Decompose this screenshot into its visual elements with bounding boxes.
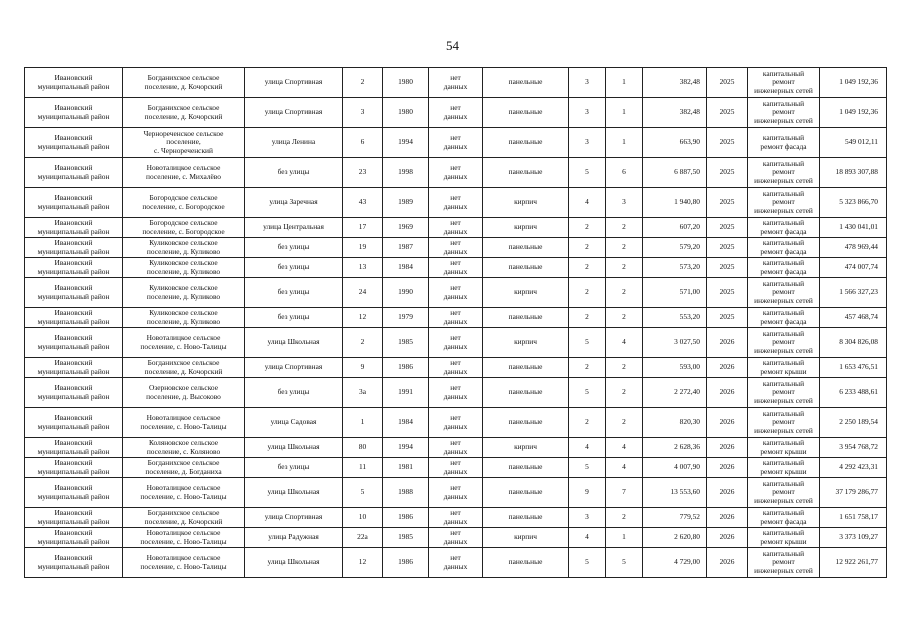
street-cell: улица Спортивная [245,68,343,98]
year-commission-cell: нет данных [429,68,483,98]
table-row [25,438,887,458]
wall-material-cell: панельные [483,378,569,408]
district-cell: Ивановский муниципальный район [25,358,123,378]
year-commission-cell: нет данных [429,458,483,478]
district-cell: Ивановский муниципальный район [25,308,123,328]
district-cell: Ивановский муниципальный район [25,328,123,358]
repair-year-cell: 2026 [707,458,748,478]
floors-cell: 3 [569,98,606,128]
work-type-cell: капитальный ремонт инженерных сетей [748,98,820,128]
district-cell: Ивановский муниципальный район [25,438,123,458]
entrances-cell: 2 [606,378,643,408]
floors-cell: 2 [569,278,606,308]
table-row [25,158,887,188]
house-number-cell: 80 [343,438,383,458]
table-row [25,218,887,238]
wall-material-cell: кирпич [483,218,569,238]
area-cell: 593,00 [643,358,707,378]
street-cell: улица Школьная [245,548,343,578]
repair-year-cell: 2026 [707,478,748,508]
district-cell: Ивановский муниципальный район [25,238,123,258]
area-cell: 4 729,00 [643,548,707,578]
entrances-cell: 2 [606,508,643,528]
house-number-cell: 19 [343,238,383,258]
area-cell: 663,90 [643,128,707,158]
wall-material-cell: кирпич [483,528,569,548]
house-number-cell: 23 [343,158,383,188]
wall-material-cell: панельные [483,128,569,158]
street-cell: без улицы [245,378,343,408]
repair-year-cell: 2025 [707,258,748,278]
repair-year-cell: 2025 [707,68,748,98]
street-cell: улица Центральная [245,218,343,238]
street-cell: улица Спортивная [245,98,343,128]
settlement-cell: Новоталицкое сельское поселение, с. Ново-Талицы [123,548,245,578]
area-cell: 2 620,80 [643,528,707,548]
cost-cell: 474 007,74 [820,258,887,278]
work-type-cell: капитальный ремонт фасада [748,218,820,238]
wall-material-cell: панельные [483,238,569,258]
work-type-cell: капитальный ремонт инженерных сетей [748,478,820,508]
work-type-cell: капитальный ремонт фасада [748,128,820,158]
floors-cell: 5 [569,158,606,188]
year-commission-cell: нет данных [429,258,483,278]
settlement-cell: Богданихское сельское поселение, д. Кочорский [123,68,245,98]
house-number-cell: 12 [343,308,383,328]
settlement-cell: Новоталицкое сельское поселение, с. Ново-Талицы [123,528,245,548]
street-cell: улица Садовая [245,408,343,438]
work-type-cell: капитальный ремонт крыши [748,458,820,478]
cost-cell: 1 653 476,51 [820,358,887,378]
cost-cell: 37 179 286,77 [820,478,887,508]
repair-year-cell: 2026 [707,548,748,578]
area-cell: 571,00 [643,278,707,308]
year-commission-cell: нет данных [429,218,483,238]
street-cell: без улицы [245,238,343,258]
area-cell: 573,20 [643,258,707,278]
district-cell: Ивановский муниципальный район [25,188,123,218]
wall-material-cell: панельные [483,508,569,528]
table-row [25,328,887,358]
table-row [25,128,887,158]
entrances-cell: 4 [606,438,643,458]
housing-repair-table [24,67,887,578]
district-cell: Ивановский муниципальный район [25,508,123,528]
year-commission-cell: нет данных [429,278,483,308]
cost-cell: 4 292 423,31 [820,458,887,478]
work-type-cell: капитальный ремонт инженерных сетей [748,408,820,438]
district-cell: Ивановский муниципальный район [25,218,123,238]
district-cell: Ивановский муниципальный район [25,128,123,158]
floors-cell: 5 [569,328,606,358]
entrances-cell: 2 [606,408,643,438]
floors-cell: 2 [569,258,606,278]
district-cell: Ивановский муниципальный район [25,378,123,408]
street-cell: без улицы [245,258,343,278]
settlement-cell: Богданихское сельское поселение, д. Кочорский [123,358,245,378]
cost-cell: 457 468,74 [820,308,887,328]
repair-year-cell: 2026 [707,408,748,438]
entrances-cell: 2 [606,308,643,328]
floors-cell: 2 [569,358,606,378]
street-cell: улица Спортивная [245,508,343,528]
cost-cell: 18 893 307,88 [820,158,887,188]
district-cell: Ивановский муниципальный район [25,528,123,548]
year-built-cell: 1991 [383,378,429,408]
table-row [25,548,887,578]
table-row [25,378,887,408]
entrances-cell: 1 [606,528,643,548]
year-commission-cell: нет данных [429,358,483,378]
wall-material-cell: панельные [483,458,569,478]
street-cell: без улицы [245,278,343,308]
settlement-cell: Куликовское сельское поселение, д. Куликово [123,278,245,308]
house-number-cell: 3 [343,98,383,128]
wall-material-cell: панельные [483,408,569,438]
year-built-cell: 1987 [383,238,429,258]
entrances-cell: 2 [606,278,643,308]
wall-material-cell: кирпич [483,328,569,358]
settlement-cell: Богородское сельское поселение, с. Богородское [123,188,245,218]
house-number-cell: 2 [343,328,383,358]
area-cell: 4 007,90 [643,458,707,478]
street-cell: улица Ленина [245,128,343,158]
entrances-cell: 6 [606,158,643,188]
settlement-cell: Куликовское сельское поселение, д. Куликово [123,238,245,258]
area-cell: 779,52 [643,508,707,528]
cost-cell: 2 250 189,54 [820,408,887,438]
entrances-cell: 2 [606,218,643,238]
floors-cell: 4 [569,438,606,458]
area-cell: 6 887,50 [643,158,707,188]
repair-year-cell: 2025 [707,308,748,328]
repair-year-cell: 2025 [707,128,748,158]
repair-year-cell: 2026 [707,438,748,458]
table-row [25,238,887,258]
year-built-cell: 1980 [383,68,429,98]
year-built-cell: 1998 [383,158,429,188]
floors-cell: 4 [569,528,606,548]
table-row [25,478,887,508]
settlement-cell: Куликовское сельское поселение, д. Куликово [123,258,245,278]
repair-year-cell: 2025 [707,278,748,308]
year-commission-cell: нет данных [429,378,483,408]
settlement-cell: Коляновское сельское поселение, с. Коляново [123,438,245,458]
floors-cell: 3 [569,68,606,98]
cost-cell: 3 954 768,72 [820,438,887,458]
district-cell: Ивановский муниципальный район [25,408,123,438]
entrances-cell: 2 [606,358,643,378]
entrances-cell: 1 [606,128,643,158]
repair-year-cell: 2025 [707,188,748,218]
entrances-cell: 1 [606,68,643,98]
repair-year-cell: 2025 [707,238,748,258]
wall-material-cell: панельные [483,358,569,378]
table-row [25,188,887,218]
settlement-cell: Богданихское сельское поселение, д. Кочорский [123,98,245,128]
year-commission-cell: нет данных [429,528,483,548]
settlement-cell: Чернореченское сельское поселение, с. Чернореченский [123,128,245,158]
year-built-cell: 1985 [383,528,429,548]
house-number-cell: 6 [343,128,383,158]
street-cell: без улицы [245,158,343,188]
house-number-cell: 13 [343,258,383,278]
cost-cell: 549 012,11 [820,128,887,158]
house-number-cell: 24 [343,278,383,308]
district-cell: Ивановский муниципальный район [25,548,123,578]
year-commission-cell: нет данных [429,98,483,128]
wall-material-cell: панельные [483,258,569,278]
house-number-cell: 43 [343,188,383,218]
work-type-cell: капитальный ремонт инженерных сетей [748,68,820,98]
year-commission-cell: нет данных [429,438,483,458]
settlement-cell: Новоталицкое сельское поселение, с. Михалёво [123,158,245,188]
repair-year-cell: 2026 [707,528,748,548]
area-cell: 2 628,36 [643,438,707,458]
entrances-cell: 1 [606,98,643,128]
year-built-cell: 1990 [383,278,429,308]
house-number-cell: 3а [343,378,383,408]
table-row [25,258,887,278]
district-cell: Ивановский муниципальный район [25,478,123,508]
year-commission-cell: нет данных [429,328,483,358]
entrances-cell: 4 [606,328,643,358]
house-number-cell: 11 [343,458,383,478]
work-type-cell: капитальный ремонт крыши [748,358,820,378]
page-number: 54 [446,38,459,53]
repair-year-cell: 2025 [707,158,748,188]
house-number-cell: 10 [343,508,383,528]
settlement-cell: Новоталицкое сельское поселение, с. Ново-Талицы [123,478,245,508]
house-number-cell: 9 [343,358,383,378]
district-cell: Ивановский муниципальный район [25,68,123,98]
work-type-cell: капитальный ремонт инженерных сетей [748,188,820,218]
table-row [25,408,887,438]
settlement-cell: Куликовское сельское поселение, д. Куликово [123,308,245,328]
work-type-cell: капитальный ремонт фасада [748,308,820,328]
cost-cell: 6 233 488,61 [820,378,887,408]
table-row [25,68,887,98]
house-number-cell: 2 [343,68,383,98]
street-cell: улица Школьная [245,478,343,508]
floors-cell: 5 [569,378,606,408]
cost-cell: 1 566 327,23 [820,278,887,308]
year-built-cell: 1986 [383,358,429,378]
settlement-cell: Богданихское сельское поселение, д. Кочорский [123,508,245,528]
work-type-cell: капитальный ремонт фасада [748,258,820,278]
settlement-cell: Новоталицкое сельское поселение, с. Ново-Талицы [123,408,245,438]
table-row [25,458,887,478]
year-built-cell: 1980 [383,98,429,128]
cost-cell: 8 304 826,08 [820,328,887,358]
wall-material-cell: панельные [483,68,569,98]
repair-year-cell: 2026 [707,328,748,358]
house-number-cell: 12 [343,548,383,578]
floors-cell: 5 [569,548,606,578]
area-cell: 553,20 [643,308,707,328]
street-cell: улица Радужная [245,528,343,548]
district-cell: Ивановский муниципальный район [25,158,123,188]
year-commission-cell: нет данных [429,188,483,218]
cost-cell: 1 049 192,36 [820,98,887,128]
year-built-cell: 1988 [383,478,429,508]
table-row [25,358,887,378]
floors-cell: 3 [569,508,606,528]
year-built-cell: 1986 [383,548,429,578]
floors-cell: 2 [569,408,606,438]
cost-cell: 5 323 866,70 [820,188,887,218]
year-built-cell: 1981 [383,458,429,478]
year-built-cell: 1984 [383,408,429,438]
area-cell: 2 272,40 [643,378,707,408]
work-type-cell: капитальный ремонт инженерных сетей [748,328,820,358]
repair-year-cell: 2026 [707,358,748,378]
wall-material-cell: кирпич [483,278,569,308]
area-cell: 13 553,60 [643,478,707,508]
repair-year-cell: 2026 [707,378,748,408]
wall-material-cell: кирпич [483,188,569,218]
year-built-cell: 1994 [383,128,429,158]
street-cell: без улицы [245,458,343,478]
floors-cell: 3 [569,128,606,158]
table-row [25,278,887,308]
year-built-cell: 1979 [383,308,429,328]
wall-material-cell: панельные [483,158,569,188]
area-cell: 607,20 [643,218,707,238]
district-cell: Ивановский муниципальный район [25,278,123,308]
street-cell: улица Спортивная [245,358,343,378]
repair-year-cell: 2025 [707,98,748,128]
cost-cell: 1 430 041,01 [820,218,887,238]
cost-cell: 12 922 261,77 [820,548,887,578]
cost-cell: 478 969,44 [820,238,887,258]
settlement-cell: Озерновское сельское поселение, д. Высоково [123,378,245,408]
entrances-cell: 7 [606,478,643,508]
entrances-cell: 2 [606,258,643,278]
house-number-cell: 5 [343,478,383,508]
entrances-cell: 3 [606,188,643,218]
floors-cell: 9 [569,478,606,508]
year-commission-cell: нет данных [429,158,483,188]
floors-cell: 2 [569,218,606,238]
cost-cell: 1 049 192,36 [820,68,887,98]
area-cell: 1 940,80 [643,188,707,218]
district-cell: Ивановский муниципальный район [25,458,123,478]
work-type-cell: капитальный ремонт инженерных сетей [748,158,820,188]
street-cell: улица Заречная [245,188,343,218]
year-built-cell: 1984 [383,258,429,278]
settlement-cell: Богданихское сельское поселение, д. Богданиха [123,458,245,478]
year-commission-cell: нет данных [429,548,483,578]
repair-year-cell: 2026 [707,508,748,528]
work-type-cell: капитальный ремонт крыши [748,528,820,548]
street-cell: улица Школьная [245,438,343,458]
year-commission-cell: нет данных [429,408,483,438]
entrances-cell: 2 [606,238,643,258]
work-type-cell: капитальный ремонт крыши [748,438,820,458]
floors-cell: 2 [569,308,606,328]
year-commission-cell: нет данных [429,308,483,328]
house-number-cell: 17 [343,218,383,238]
house-number-cell: 1 [343,408,383,438]
entrances-cell: 5 [606,548,643,578]
table-row [25,508,887,528]
street-cell: улица Школьная [245,328,343,358]
year-built-cell: 1969 [383,218,429,238]
table-row [25,98,887,128]
work-type-cell: капитальный ремонт фасада [748,508,820,528]
street-cell: без улицы [245,308,343,328]
floors-cell: 5 [569,458,606,478]
work-type-cell: капитальный ремонт инженерных сетей [748,278,820,308]
table-row [25,308,887,328]
cost-cell: 3 373 109,27 [820,528,887,548]
work-type-cell: капитальный ремонт инженерных сетей [748,548,820,578]
year-commission-cell: нет данных [429,238,483,258]
settlement-cell: Богородское сельское поселение, с. Богородское [123,218,245,238]
area-cell: 579,20 [643,238,707,258]
house-number-cell: 22а [343,528,383,548]
floors-cell: 4 [569,188,606,218]
table-row [25,528,887,548]
district-cell: Ивановский муниципальный район [25,258,123,278]
year-built-cell: 1985 [383,328,429,358]
repair-year-cell: 2025 [707,218,748,238]
area-cell: 3 027,50 [643,328,707,358]
wall-material-cell: панельные [483,308,569,328]
wall-material-cell: панельные [483,98,569,128]
settlement-cell: Новоталицкое сельское поселение, с. Ново-Талицы [123,328,245,358]
work-type-cell: капитальный ремонт фасада [748,238,820,258]
district-cell: Ивановский муниципальный район [25,98,123,128]
area-cell: 382,48 [643,98,707,128]
year-commission-cell: нет данных [429,508,483,528]
year-commission-cell: нет данных [429,478,483,508]
area-cell: 820,30 [643,408,707,438]
wall-material-cell: кирпич [483,438,569,458]
cost-cell: 1 651 758,17 [820,508,887,528]
work-type-cell: капитальный ремонт инженерных сетей [748,378,820,408]
wall-material-cell: панельные [483,548,569,578]
year-built-cell: 1986 [383,508,429,528]
entrances-cell: 4 [606,458,643,478]
area-cell: 382,48 [643,68,707,98]
year-commission-cell: нет данных [429,128,483,158]
year-built-cell: 1994 [383,438,429,458]
floors-cell: 2 [569,238,606,258]
wall-material-cell: панельные [483,478,569,508]
year-built-cell: 1989 [383,188,429,218]
